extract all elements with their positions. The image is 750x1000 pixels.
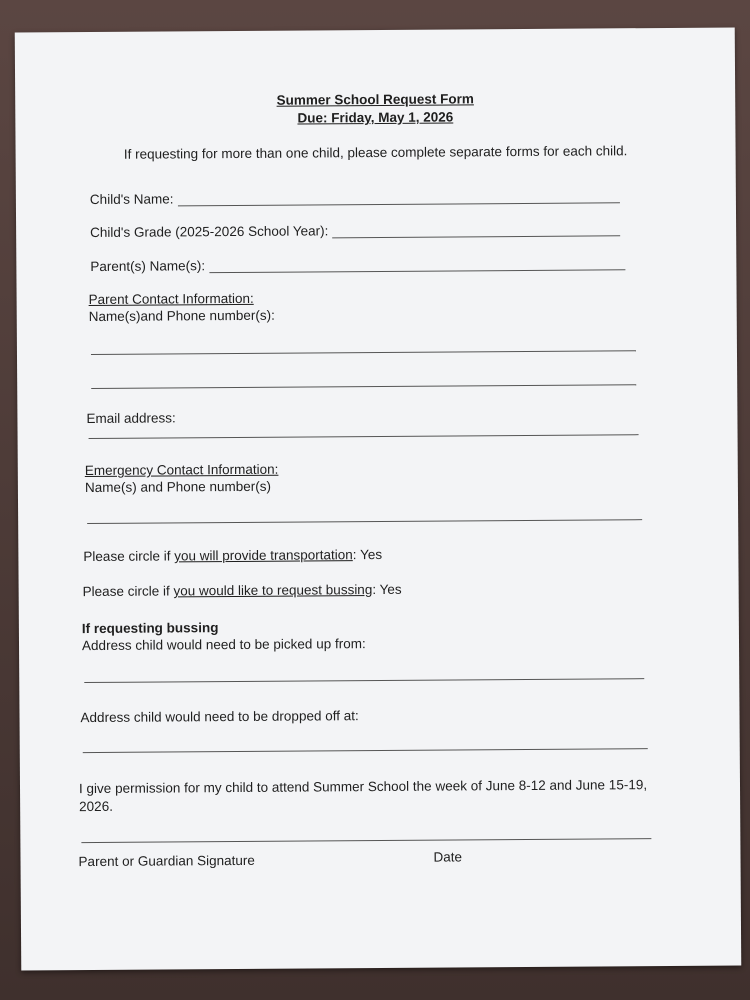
child-name-field[interactable] — [177, 188, 619, 206]
parent-contact-heading: Parent Contact Information: — [88, 290, 254, 308]
due-date: Due: Friday, May 1, 2026 — [297, 109, 454, 126]
date-label: Date — [433, 849, 463, 865]
child-name-row — [90, 188, 620, 207]
dropoff-line[interactable] — [83, 748, 648, 753]
child-grade-label: Child's Grade (2025-2026 School Year): — [90, 223, 329, 241]
email-line[interactable] — [89, 434, 639, 439]
signature-label: Parent or Guardian Signature — [78, 852, 255, 870]
email-label: Email address: — [86, 410, 176, 427]
child-grade-row — [90, 221, 620, 240]
bussing-question — [83, 582, 402, 599]
emergency-sub: Name(s) and Phone number(s) — [84, 478, 272, 496]
child-name-label: Child's Name: — [89, 191, 174, 208]
bussing-underlined: you would like to request bussing — [173, 582, 373, 599]
instructions: If requesting for more than one child, please complete separate forms for each child. — [123, 143, 628, 162]
pickup-line[interactable] — [84, 678, 644, 683]
signature-line[interactable] — [81, 838, 651, 843]
parent-contact-line-2[interactable] — [91, 384, 636, 389]
bussing-prefix: Please circle if — [82, 583, 174, 600]
form-title: Summer School Request Form — [276, 91, 474, 108]
emergency-heading: Emergency Contact Information: — [84, 461, 279, 479]
permission-line-1: I give permission for my child to attend Summer School the week of June 8-12 and June 15-19, — [78, 777, 648, 797]
transport-yes[interactable]: : Yes — [352, 546, 383, 563]
bussing-heading: If requesting bussing — [81, 620, 219, 637]
parent-names-field[interactable] — [209, 255, 625, 273]
dropoff-label: Address child would need to be dropped off at: — [80, 708, 359, 726]
emergency-line[interactable] — [87, 519, 642, 524]
bussing-yes[interactable]: : Yes — [372, 581, 402, 598]
transport-prefix: Please circle if — [83, 548, 175, 565]
parent-names-label: Parent(s) Name(s): — [90, 258, 206, 275]
paper-form — [15, 27, 742, 970]
permission-line-2: 2026. — [79, 798, 113, 815]
transport-question — [83, 547, 382, 564]
parent-contact-line-1[interactable] — [91, 350, 636, 355]
parent-names-row — [90, 255, 625, 274]
child-grade-field[interactable] — [332, 221, 620, 238]
pickup-label: Address child would need to be picked up from: — [81, 636, 366, 654]
parent-contact-sub: Name(s)and Phone number(s): — [88, 307, 275, 325]
transport-underlined: you will provide transportation — [174, 547, 353, 564]
